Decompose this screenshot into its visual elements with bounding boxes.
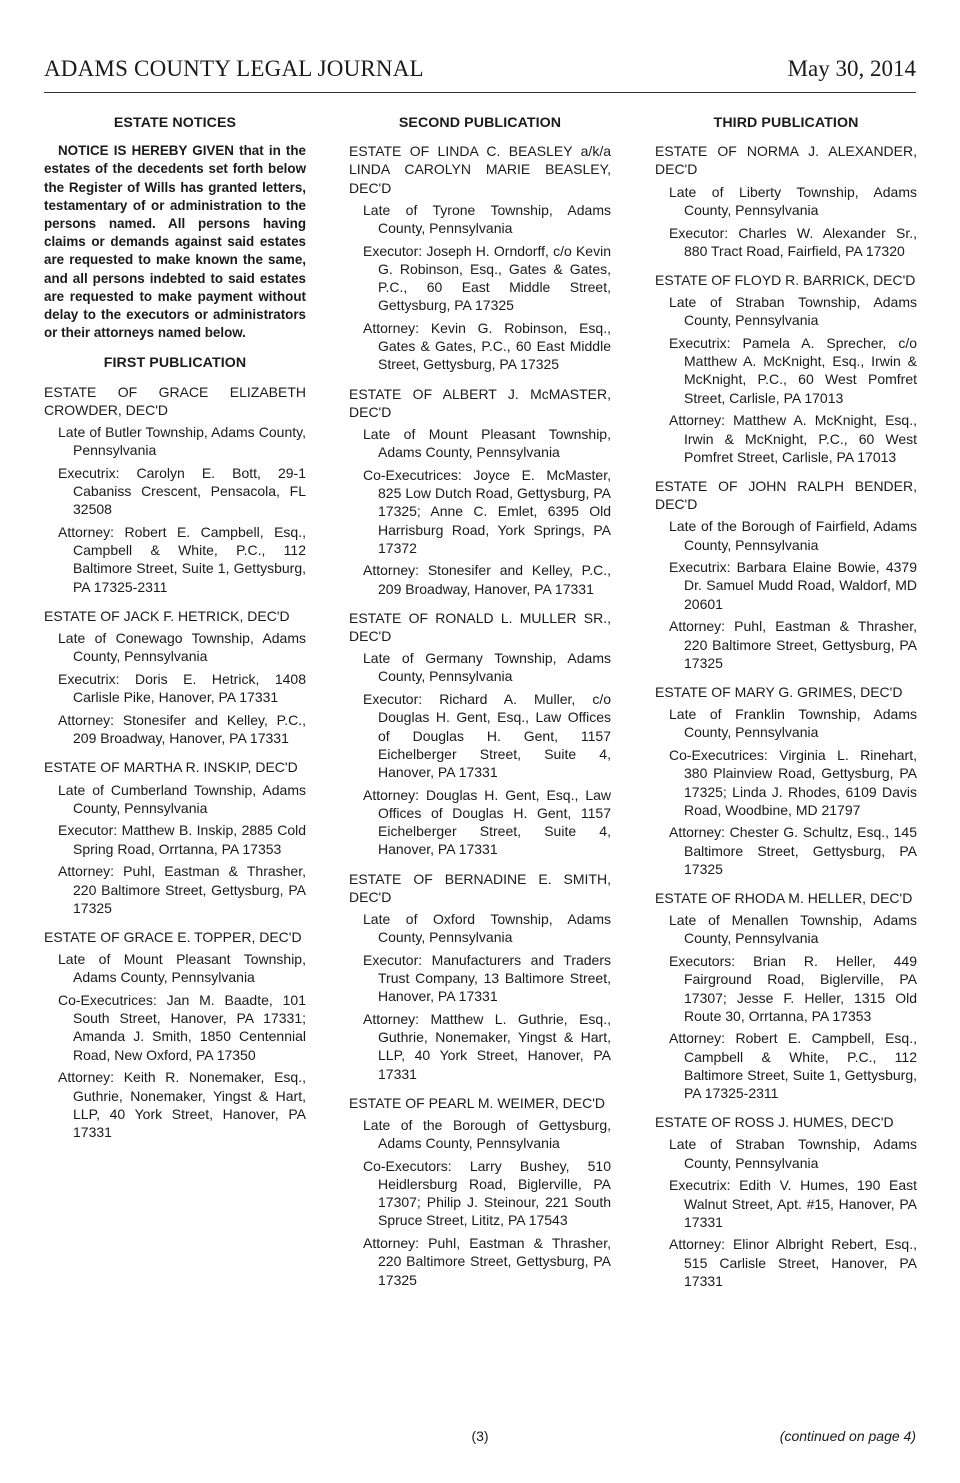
estate-detail: Attorney: Keith R. Nonemaker, Esq., Guthrie, Nonemaker, Yingst & Hart, LLP, 40 York Street, Hanover, PA 17331 bbox=[58, 1069, 306, 1140]
continued-note: (continued on page 4) bbox=[779, 1428, 916, 1444]
estate-detail: Attorney: Matthew L. Guthrie, Esq., Guthrie, Nonemaker, Yingst & Hart, LLP, 40 York Street, Hanover, PA 17331 bbox=[363, 1010, 611, 1082]
estate-name: ESTATE OF GRACE ELIZABETH CROWDER, DEC'D bbox=[44, 383, 306, 418]
estate-name: ESTATE OF ROSS J. HUMES, DEC'D bbox=[655, 1114, 894, 1131]
estate-detail: Executor: Joseph H. Orndorff, c/o Kevin G. Robinson, Esq., Gates & Gates, P.C., 60 East Middle Street, Gettysburg, PA 17325 bbox=[363, 242, 611, 314]
estate-notice bbox=[349, 142, 611, 373]
estate-detail: Executor: Matthew B. Inskip, 2885 Cold Spring Road, Orrtanna, PA 17353 bbox=[58, 822, 306, 857]
estate-name: ESTATE OF BERNADINE E. SMITH, DEC'D bbox=[349, 870, 611, 905]
estate-notice bbox=[655, 1113, 917, 1290]
estate-detail: Executrix: Barbara Elaine Bowie, 4379 Dr. Samuel Mudd Road, Waldorf, MD 20601 bbox=[669, 559, 917, 612]
estate-detail: Executrix: Carolyn E. Bott, 29-1 Cabaniss Crescent, Pensacola, FL 32508 bbox=[58, 464, 306, 518]
estate-detail: Co-Executrices: Jan M. Baadte, 101 South Street, Hanover, PA 17331; Amanda J. Smith, 1850 Centennial Road, New Oxford, PA 17350 bbox=[58, 992, 306, 1063]
estate-detail: Executrix: Pamela A. Sprecher, c/o Matthew A. McKnight, Esq., Irwin & McKnight, P.C., 60 West Pomfret Street, Carlisle, PA 17013 bbox=[669, 335, 917, 406]
estate-detail: Late of Liberty Township, Adams County, Pennsylvania bbox=[669, 183, 917, 218]
journal-title: ADAMS COUNTY LEGAL JOURNAL bbox=[44, 56, 424, 81]
estate-detail: Late of Cumberland Township, Adams County, Pennsylvania bbox=[58, 781, 306, 816]
estate-name: ESTATE OF PEARL M. WEIMER, DEC'D bbox=[349, 1094, 605, 1111]
estate-notice bbox=[349, 609, 611, 859]
estate-detail: Attorney: Puhl, Eastman & Thrasher, 220 Baltimore Street, Gettysburg, PA 17325 bbox=[669, 618, 917, 671]
estate-detail: Late of Franklin Township, Adams County, Pennsylvania bbox=[669, 706, 917, 741]
estate-detail: Attorney: Matthew A. McKnight, Esq., Irwin & McKnight, P.C., 60 West Pomfret Street, Carlisle, PA 17013 bbox=[669, 412, 917, 465]
estate-detail: Executor: Richard A. Muller, c/o Douglas H. Gent, Esq., Law Offices of Douglas H. Gent, 1157 Eichelberger Street, Suite 4, Hanover, PA 17331 bbox=[363, 691, 611, 780]
estate-detail: Co-Executrices: Joyce E. McMaster, 825 Low Dutch Road, Gettysburg, PA 17325; Anne C. Emlet, 6395 Old Harrisburg Road, York Springs, PA 17372 bbox=[363, 466, 611, 556]
estate-detail: Late of Tyrone Township, Adams County, Pennsylvania bbox=[363, 201, 611, 237]
estate-notice bbox=[655, 477, 917, 672]
estate-name: ESTATE OF NORMA J. ALEXANDER, DEC'D bbox=[655, 143, 917, 178]
estate-name: ESTATE OF LINDA C. BEASLEY a/k/a LINDA CAROLYN MARIE BEASLEY, DEC'D bbox=[349, 143, 611, 196]
estate-notice bbox=[44, 383, 306, 596]
estate-name: ESTATE OF FLOYD R. BARRICK, DEC'D bbox=[655, 271, 916, 288]
estate-detail: Executor: Charles W. Alexander Sr., 880 Tract Road, Fairfield, PA 17320 bbox=[669, 224, 917, 259]
estate-name: ESTATE OF MARTHA R. INSKIP, DEC'D bbox=[44, 759, 298, 776]
estate-notice bbox=[44, 607, 306, 747]
estate-notice bbox=[349, 1094, 611, 1289]
estate-detail: Late of Straban Township, Adams County, Pennsylvania bbox=[669, 294, 917, 329]
estate-detail: Late of the Borough of Fairfield, Adams County, Pennsylvania bbox=[669, 518, 917, 553]
section-heading: THIRD PUBLICATION bbox=[713, 115, 859, 131]
section-heading: SECOND PUBLICATION bbox=[398, 115, 562, 131]
estate-notice bbox=[655, 142, 917, 260]
estate-name: ESTATE OF JOHN RALPH BENDER, DEC'D bbox=[655, 477, 917, 513]
estate-detail: Attorney: Chester G. Schultz, Esq., 145 Baltimore Street, Gettysburg, PA 17325 bbox=[669, 824, 917, 877]
issue-date: May 30, 2014 bbox=[787, 56, 916, 81]
estate-detail: Executrix: Edith V. Humes, 190 East Walnut Street, Apt. #15, Hanover, PA 17331 bbox=[669, 1177, 917, 1230]
estate-notice bbox=[44, 928, 306, 1141]
estate-name: ESTATE OF RONALD L. MULLER SR., DEC'D bbox=[349, 609, 611, 645]
estate-name: ESTATE OF JACK F. HETRICK, DEC'D bbox=[44, 607, 290, 624]
estate-detail: Executrix: Doris E. Hetrick, 1408 Carlisle Pike, Hanover, PA 17331 bbox=[58, 670, 306, 706]
estate-detail: Attorney: Robert E. Campbell, Esq., Campbell & White, P.C., 112 Baltimore Street, Suite 1, Gettysburg, PA 17325-2311 bbox=[669, 1030, 917, 1102]
estate-name: ESTATE OF MARY G. GRIMES, DEC'D bbox=[655, 683, 903, 700]
section-heading: FIRST PUBLICATION bbox=[103, 355, 247, 372]
estate-detail: Late of Conewago Township, Adams County, Pennsylvania bbox=[58, 630, 306, 665]
estate-detail: Attorney: Puhl, Eastman & Thrasher, 220 Baltimore Street, Gettysburg, PA 17325 bbox=[363, 1235, 611, 1288]
estate-detail: Attorney: Kevin G. Robinson, Esq., Gates & Gates, P.C., 60 East Middle Street, Gettysburg, PA 17325 bbox=[363, 320, 611, 373]
estate-detail: Co-Executrices: Virginia L. Rinehart, 380 Plainview Road, Gettysburg, PA 17325; Linda J. Rhodes, 6109 Davis Road, Woodbine, MD 21797 bbox=[669, 747, 917, 818]
column-3 bbox=[655, 112, 917, 1301]
journal-header bbox=[44, 54, 916, 93]
estate-notice bbox=[349, 385, 611, 598]
estate-detail: Late of Mount Pleasant Township, Adams County, Pennsylvania bbox=[58, 951, 306, 986]
estate-detail: Attorney: Robert E. Campbell, Esq., Campbell & White, P.C., 112 Baltimore Street, Suite 1, Gettysburg, PA 17325-2311 bbox=[58, 524, 306, 595]
estate-detail: Co-Executors: Larry Bushey, 510 Heidlersburg Road, Biglerville, PA 17307; Philip J. Steinour, 221 South Spruce Street, Lititz, PA 17543 bbox=[363, 1157, 611, 1229]
section-heading: ESTATE NOTICES bbox=[113, 115, 237, 131]
estate-detail: Late of Oxford Township, Adams County, Pennsylvania bbox=[363, 910, 611, 946]
estate-detail: Late of Butler Township, Adams County, Pennsylvania bbox=[58, 424, 306, 459]
estate-detail: Late of Menallen Township, Adams County, Pennsylvania bbox=[669, 912, 917, 947]
estate-notice bbox=[655, 271, 917, 466]
estate-detail: Attorney: Puhl, Eastman & Thrasher, 220 Baltimore Street, Gettysburg, PA 17325 bbox=[58, 863, 306, 916]
estate-name: ESTATE OF ALBERT J. McMASTER, DEC'D bbox=[349, 385, 611, 420]
estate-notice bbox=[349, 870, 611, 1083]
estate-detail: Attorney: Stonesifer and Kelley, P.C., 209 Broadway, Hanover, PA 17331 bbox=[58, 711, 306, 747]
estate-detail: Late of the Borough of Gettysburg, Adams County, Pennsylvania bbox=[363, 1116, 611, 1152]
estate-name: ESTATE OF RHODA M. HELLER, DEC'D bbox=[655, 890, 913, 907]
estate-detail: Executor: Manufacturers and Traders Trust Company, 13 Baltimore Street, Hanover, PA 17331 bbox=[363, 951, 611, 1005]
estate-detail: Late of Mount Pleasant Township, Adams County, Pennsylvania bbox=[363, 426, 611, 461]
column-2 bbox=[349, 112, 611, 1300]
estate-detail: Attorney: Stonesifer and Kelley, P.C., 209 Broadway, Hanover, PA 17331 bbox=[363, 562, 611, 597]
notice-intro: NOTICE IS HEREBY GIVEN that in the estates of the decedents set forth below the Register of Wills has granted letters, testamentary of or administration to the persons named. All persons having claims or demands against said estates are requested to make known the same, and all persons indebted to said estates are requested to make payment without delay to the executors or administrators or their attorneys named below. bbox=[44, 143, 306, 341]
estate-notice bbox=[655, 889, 917, 1102]
estate-detail: Late of Germany Township, Adams County, Pennsylvania bbox=[363, 650, 611, 685]
estate-detail: Executors: Brian R. Heller, 449 Fairground Road, Biglerville, PA 17307; Jesse F. Heller, 1315 Old Route 30, Orrtanna, PA 17353 bbox=[669, 953, 917, 1024]
estate-detail: Attorney: Elinor Albright Rebert, Esq., 515 Carlisle Street, Hanover, PA 17331 bbox=[669, 1236, 917, 1289]
estate-detail: Late of Straban Township, Adams County, Pennsylvania bbox=[669, 1136, 917, 1171]
estate-notice bbox=[44, 758, 306, 917]
estate-notice bbox=[655, 683, 917, 878]
page-number: (3) bbox=[471, 1428, 489, 1444]
estate-name: ESTATE OF GRACE E. TOPPER, DEC'D bbox=[44, 928, 302, 945]
column-1 bbox=[44, 112, 306, 1152]
estate-detail: Attorney: Douglas H. Gent, Esq., Law Offices of Douglas H. Gent, 1157 Eichelberger Street, Suite 4, Hanover, PA 17331 bbox=[363, 786, 611, 858]
